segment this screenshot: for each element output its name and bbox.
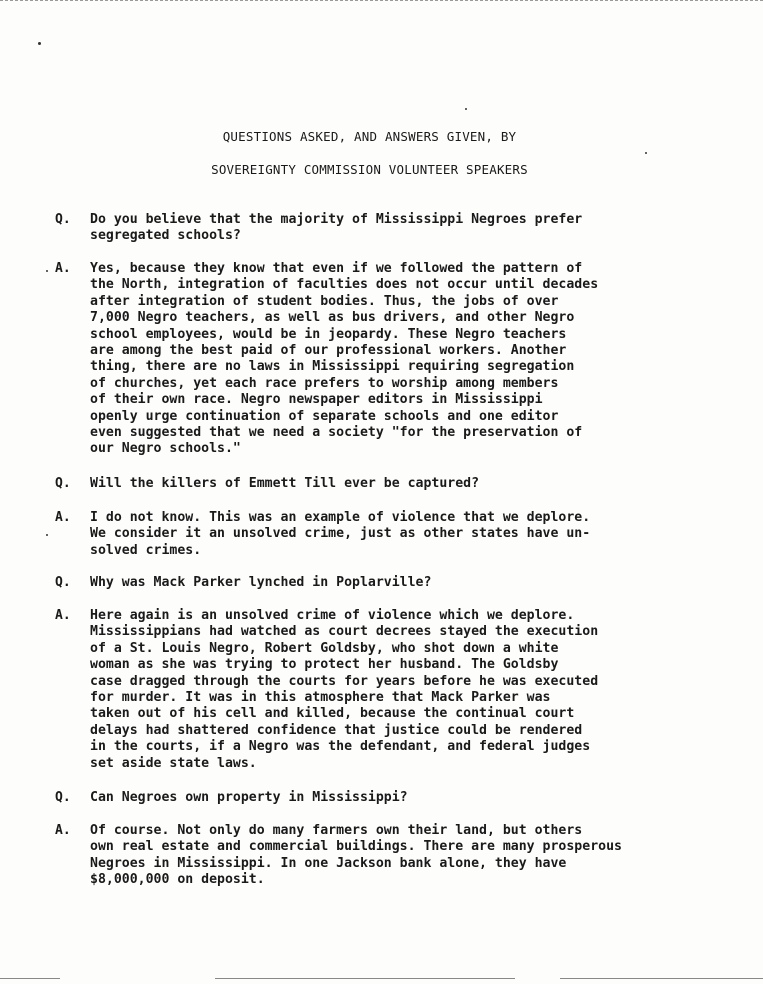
document-title: QUESTIONS ASKED, AND ANSWERS GIVEN, BY bbox=[222, 129, 517, 144]
question-marker: Q. bbox=[55, 212, 71, 227]
scan-speck bbox=[46, 534, 48, 536]
text-line: are among the best paid of our professional workers. Another bbox=[90, 343, 567, 359]
text-line: Of course. Not only do many farmers own their land, but others bbox=[90, 823, 583, 838]
text-line: Why was Mack Parker lynched in Poplarville? bbox=[90, 575, 432, 590]
text-line: for murder. It was in this atmosphere that Mack Parker was bbox=[90, 690, 551, 706]
text-line: after integration of student bodies. Thus, the jobs of over bbox=[90, 293, 559, 309]
text-line: case dragged through the courts for years before he was executed bbox=[90, 673, 599, 689]
question-marker: Q. bbox=[55, 790, 71, 805]
page-bottom-edge bbox=[0, 978, 60, 979]
text-line: We consider it an unsolved crime, just as other states have un- bbox=[90, 526, 591, 542]
question-marker: Q. bbox=[55, 575, 71, 590]
text-line: Mississippians had watched as court decrees stayed the execution bbox=[90, 624, 599, 640]
answer-text bbox=[90, 510, 715, 559]
page-bottom-edge bbox=[560, 978, 763, 979]
text-line: openly urge continuation of separate schools and one editor bbox=[90, 408, 559, 424]
document-subtitle: SOVEREIGNTY COMMISSION VOLUNTEER SPEAKERS bbox=[211, 162, 528, 177]
scan-speck bbox=[46, 270, 48, 272]
question-marker: Q. bbox=[55, 476, 71, 491]
text-line: even suggested that we need a society "for the preservation of bbox=[90, 425, 583, 441]
answer-marker: A. bbox=[55, 608, 71, 623]
text-line: the North, integration of faculties does not occur until decades bbox=[90, 277, 599, 293]
page-top-edge bbox=[0, 0, 763, 1]
question-text bbox=[90, 790, 715, 806]
text-line: delays had shattered confidence that justice could be rendered bbox=[90, 722, 583, 738]
scan-speck bbox=[645, 152, 647, 154]
answer-marker: A. bbox=[55, 510, 71, 525]
text-line: Here again is an unsolved crime of violence which we deplore. bbox=[90, 608, 575, 623]
text-line: Can Negroes own property in Mississippi? bbox=[90, 790, 408, 805]
text-line: Yes, because they know that even if we followed the pattern of bbox=[90, 261, 583, 276]
question-text bbox=[90, 575, 715, 591]
text-line: of churches, yet each race prefers to worship among members bbox=[90, 375, 559, 391]
text-line: in the courts, if a Negro was the defendant, and federal judges bbox=[90, 739, 591, 755]
text-line: 7,000 Negro teachers, as well as bus drivers, and other Negro bbox=[90, 310, 575, 326]
text-line: Negroes in Mississippi. In one Jackson bank alone, they have bbox=[90, 855, 567, 871]
text-line: woman as she was trying to protect her husband. The Goldsby bbox=[90, 657, 559, 673]
text-line: Will the killers of Emmett Till ever be captured? bbox=[90, 476, 480, 491]
answer-text bbox=[90, 261, 715, 458]
scan-speck bbox=[465, 108, 467, 110]
text-line: of their own race. Negro newspaper editors in Mississippi bbox=[90, 392, 543, 408]
text-line: thing, there are no laws in Mississippi requiring segregation bbox=[90, 359, 575, 375]
question-text bbox=[90, 476, 715, 492]
text-line: school employees, would be in jeopardy. These Negro teachers bbox=[90, 326, 567, 342]
text-line: Do you believe that the majority of Mississippi Negroes prefer bbox=[90, 212, 583, 227]
text-line: segregated schools? bbox=[90, 228, 241, 244]
text-line: set aside state laws. bbox=[90, 755, 257, 771]
answer-marker: A. bbox=[55, 261, 71, 276]
page-bottom-edge bbox=[215, 978, 515, 979]
text-line: of a St. Louis Negro, Robert Goldsby, who shot down a white bbox=[90, 640, 559, 656]
text-line: I do not know. This was an example of violence that we deplore. bbox=[90, 510, 591, 525]
text-line: taken out of his cell and killed, because the continual court bbox=[90, 706, 575, 722]
text-line: solved crimes. bbox=[90, 542, 202, 558]
text-line: $8,000,000 on deposit. bbox=[90, 872, 265, 888]
question-text bbox=[90, 212, 715, 245]
answer-marker: A. bbox=[55, 823, 71, 838]
answer-text bbox=[90, 608, 715, 772]
text-line: own real estate and commercial buildings. There are many prosperous bbox=[90, 839, 622, 855]
answer-text bbox=[90, 823, 715, 889]
text-line: our Negro schools." bbox=[90, 441, 241, 457]
scan-speck bbox=[38, 42, 41, 45]
